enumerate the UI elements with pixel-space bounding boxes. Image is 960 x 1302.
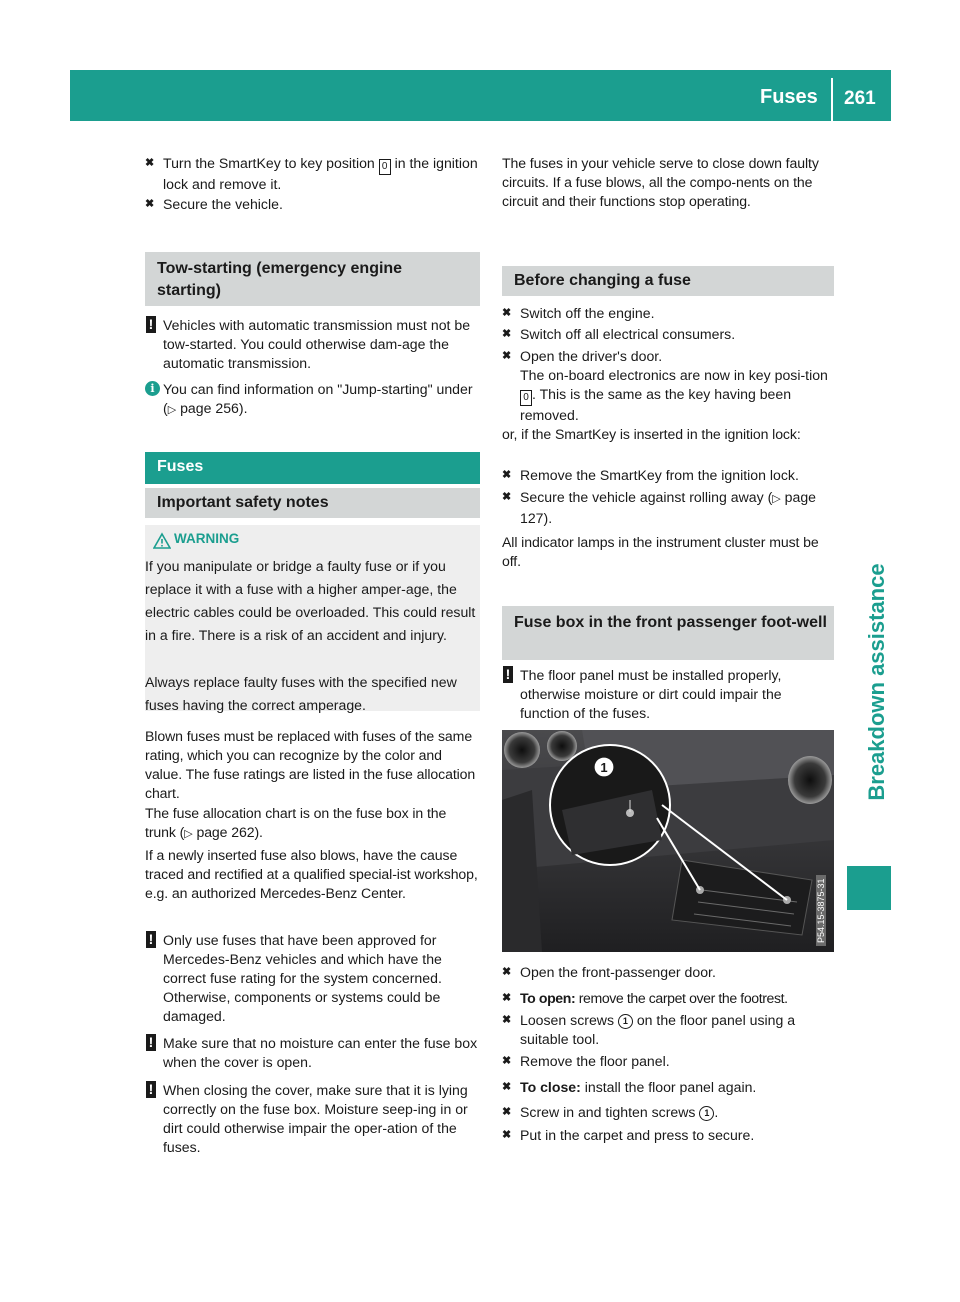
page-ref-link[interactable]: page 127	[520, 489, 817, 526]
step-text: Screw in and tighten screws	[520, 1104, 700, 1120]
heading-text: Fuse box in the front passenger foot-well	[514, 614, 827, 631]
info-text: You can find information on "Jump-starting" under (	[163, 381, 473, 416]
step-text: remove the carpet over the footrest.	[575, 990, 788, 1006]
step-secure-vehicle	[145, 195, 480, 214]
step-arrow-icon: ✖	[502, 491, 512, 503]
section-heading-tow-starting	[145, 252, 480, 306]
footwell-illustration	[502, 730, 834, 952]
note-floor-panel	[502, 666, 834, 723]
step-arrow-icon: ✖	[502, 469, 512, 481]
page-ref-link[interactable]: page 256	[180, 400, 239, 416]
step-label: To close:	[520, 1079, 581, 1095]
heading-text: Before changing a fuse	[514, 272, 691, 289]
step-text: Remove the floor panel.	[520, 1053, 670, 1069]
paragraph-intro: The fuses in your vehicle serve to close down faulty circuits. If a fuse blows, all the compo-nents on the circuit and their functions stop operating.	[502, 155, 819, 209]
page-ref-link[interactable]: page 262	[196, 824, 255, 840]
step-label: To open:	[520, 990, 576, 1006]
step-text: Switch off all electrical consumers.	[520, 326, 736, 342]
heading-text: Tow-starting (emergency engine starting)	[157, 260, 403, 299]
page-number: 261	[844, 88, 876, 109]
note-approved-fuses	[145, 931, 480, 1026]
note-text: Vehicles with automatic transmission must not be tow-started. You could otherwise dam-age the automatic transmission.	[163, 317, 471, 371]
page-ref-arrow-icon: ▷	[167, 404, 177, 416]
exclamation-icon: !	[146, 931, 156, 948]
step-loosen-screws	[502, 1011, 834, 1049]
paragraph-text: The fuse allocation chart is on the fuse box in the trunk (	[145, 805, 447, 840]
note-text: When closing the cover, make sure that it is lying correctly on the fuse box. Moisture seep-ing in or dirt could otherwise impair the oper-ation of the fuses.	[163, 1082, 468, 1155]
paragraph: Blown fuses must be replaced with fuses of the same rating, which you can recognize by the color and value. The fuse ratings are listed in the fuse allocation chart.	[145, 728, 476, 801]
section-title: Fuses	[157, 458, 204, 475]
step-text: Secure the vehicle.	[163, 196, 283, 212]
key-position-0-icon: 0	[379, 159, 391, 175]
info-icon: i	[145, 381, 160, 396]
info-jump-starting	[145, 380, 480, 418]
step-remove-smartkey	[502, 466, 834, 485]
step-text: Switch off the engine.	[520, 305, 655, 321]
page-ref-arrow-icon: ▷	[772, 493, 781, 505]
step-text: ).	[543, 510, 553, 526]
step-arrow-icon: ✖	[502, 992, 512, 1004]
step-arrow-icon: ✖	[502, 1055, 512, 1067]
step-arrow-icon: ✖	[502, 350, 512, 362]
step-arrow-icon: ✖	[145, 157, 155, 169]
exclamation-icon: !	[146, 1034, 156, 1051]
exclamation-icon: !	[146, 1081, 156, 1098]
step-tighten-screws	[502, 1103, 834, 1122]
step-detail: . This is the same as the key having been removed.	[520, 386, 792, 423]
step-to-open	[502, 989, 842, 1008]
section-heading-safety	[145, 488, 480, 518]
step-secure-rolling	[502, 488, 834, 526]
step-arrow-icon: ✖	[502, 1106, 512, 1118]
step-arrow-icon: ✖	[502, 1081, 512, 1093]
exclamation-icon: !	[146, 316, 156, 333]
step-arrow-icon: ✖	[502, 328, 512, 340]
header-divider	[831, 78, 833, 121]
step-remove-floor-panel	[502, 1052, 834, 1071]
paragraph-text: ).	[254, 824, 263, 840]
note-moisture	[145, 1034, 480, 1072]
chapter-tab-label: Breakdown assistance	[864, 563, 889, 801]
note-tow	[145, 316, 480, 373]
step-open-driver-door	[502, 347, 834, 423]
paragraph-fuse-chart	[145, 804, 480, 844]
step-detail: The on-board electronics are now in key posi-tion	[520, 367, 828, 383]
page-ref-arrow-icon: ▷	[184, 828, 193, 840]
note-text: Only use fuses that have been approved for Mercedes-Benz vehicles and which have the correct fuse rating for the system concerned. Otherwise, components or systems could be damaged.	[163, 932, 442, 1024]
step-arrow-icon: ✖	[502, 966, 512, 978]
warning-box	[145, 525, 480, 711]
chapter-tab	[838, 548, 891, 816]
section-heading-before-changing	[502, 266, 834, 296]
step-open-passenger-door	[502, 963, 834, 982]
step-arrow-icon: ✖	[502, 307, 512, 319]
note-closing-cover	[145, 1081, 480, 1157]
step-arrow-icon: ✖	[145, 198, 155, 210]
note-text: Make sure that no moisture can enter the fuse box when the cover is open.	[163, 1035, 478, 1070]
footwell-photo	[502, 730, 834, 952]
step-text: Remove the SmartKey from the ignition lock.	[520, 467, 799, 483]
warning-triangle-icon	[153, 532, 171, 550]
step-text: in the ignition lock and remove it.	[163, 155, 478, 192]
step-text: install the floor panel again.	[580, 1079, 757, 1095]
paragraph: If a newly inserted fuse also blows, have the cause traced and rectified at a qualified special-ist workshop, e.g. an authorized Mercedes-Benz Center.	[145, 847, 478, 901]
step-text: Loosen screws	[520, 1012, 618, 1028]
exclamation-icon: !	[503, 666, 513, 683]
photo-code-text: P54.15-3875-31	[816, 875, 826, 946]
callout-1-icon: 1	[699, 1106, 714, 1121]
warning-label: WARNING	[174, 531, 240, 546]
warning-text: Always replace faulty fuses with the specified new fuses having the correct amperage.	[145, 674, 457, 713]
step-text: Put in the carpet and press to secure.	[520, 1127, 755, 1143]
step-turn-key	[145, 154, 480, 192]
key-position-0-icon: 0	[520, 390, 532, 406]
step-put-carpet	[502, 1126, 834, 1145]
info-text: ).	[238, 400, 248, 416]
header-title: Fuses	[760, 86, 818, 108]
step-text: .	[714, 1104, 719, 1120]
paragraph: or, if the SmartKey is inserted in the ignition lock:	[502, 426, 801, 442]
paragraph: All indicator lamps in the instrument cluster must be off.	[502, 534, 819, 569]
step-arrow-icon: ✖	[502, 1014, 512, 1026]
callout-1-icon: 1	[618, 1014, 633, 1029]
step-text: on the floor panel using a suitable tool.	[520, 1012, 796, 1047]
step-switch-off-consumers	[502, 325, 834, 344]
step-text: Turn the SmartKey to key position	[163, 155, 379, 171]
note-text: The floor panel must be installed properly, otherwise moisture or dirt could impair the function of the fuses.	[520, 667, 782, 721]
warning-text: If you manipulate or bridge a faulty fuse or if you replace it with a fuse with a higher amper-age, the electric cables could be overloaded. This could result in a fire. There is a risk of an accident and injury.	[145, 558, 476, 643]
step-to-close	[502, 1078, 834, 1097]
step-arrow-icon: ✖	[502, 1129, 512, 1141]
heading-text: Important safety notes	[157, 494, 329, 511]
chapter-marker	[847, 866, 891, 910]
step-switch-off-engine	[502, 304, 834, 323]
photo-callout-number: 1	[600, 760, 608, 775]
photo-reference-code	[816, 836, 830, 946]
section-band-fuses	[145, 452, 480, 484]
step-text: Open the driver's door.	[520, 348, 663, 364]
section-heading-footwell	[502, 606, 834, 660]
step-text: Open the front-passenger door.	[520, 964, 716, 980]
step-text: Secure the vehicle against rolling away (	[520, 489, 773, 505]
